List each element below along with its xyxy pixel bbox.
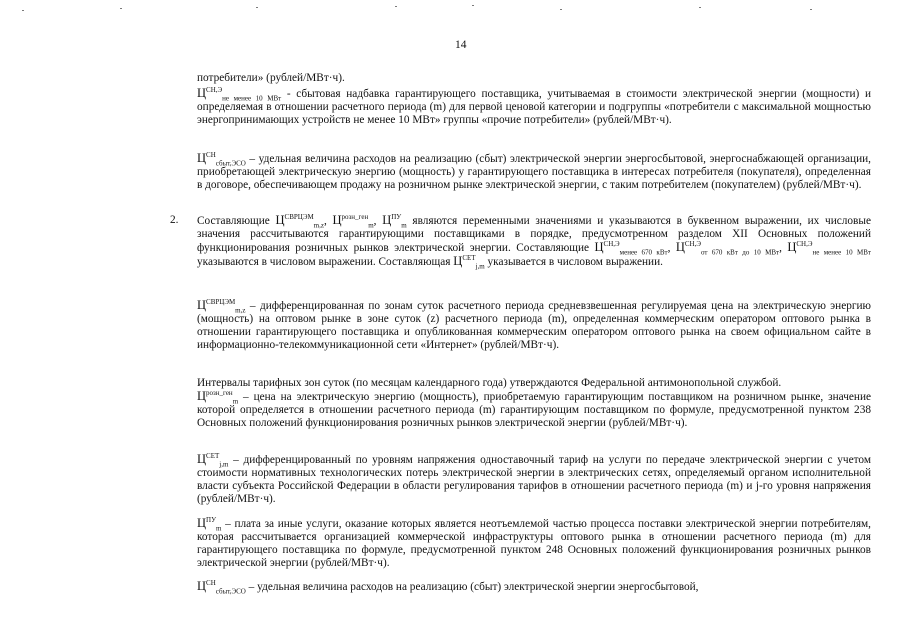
scan-speck <box>810 9 812 10</box>
definition-text: - сбытовая надбавка гарантирующего поставщика, учитываемая в стоимости электрической энергии (мощности) и определяемая в отношении расчетного периода (m) для первой ценовой категории и подгруппы «потребители с максимальной мощностью энергопринимающих устройств не менее 10 МВт» группы «прочие потребители» (рублей/МВт·ч). <box>197 88 871 126</box>
definition-network-tariff: $Ц^{СЕТ}_{j,m}$ – дифференцированный по уровням напряжения одноставочный тариф на услуги по передаче электрической энергии с учетом стоимости нормативных технологических потерь электрической энергии в электрических сетях, определяемый органом исполнительной власти субъекта Российской Федерации в области регулирования тарифов в отношении расчетного периода (m) и j-го уровня напряжения (рублей/МВт·ч). <box>197 452 871 505</box>
page-number: 14 <box>455 39 467 51</box>
definition-text: – дифференцированная по зонам суток расчетного периода средневзвешенная регулируемая цена на электрическую энергию (мощность) на оптовом рынке в зоне суток (z) расчетного периода (m), определенная коммерческим оператором оптового рынка в отношении гарантирующего поставщика и опубликованная коммерческим оператором оптового рынка на своем официальном сайте в информационно-телекоммуникационной сети «Интернет» (рублей/МВт·ч). <box>197 300 871 351</box>
definition-text: – цена на электрическую энергию (мощность), приобретаемую гарантирующим поставщиком на розничном рынке, значение которой определяется в отношении расчетного периода (m) гарантирующим поставщиком по формуле, предусмотренной пунктом 238 Основных положений функционирования розничных рынков электрической энергии (рублей/МВт·ч). <box>197 391 871 429</box>
scan-speck <box>22 10 24 11</box>
formula-symbol: Ц <box>197 86 207 100</box>
definition-text: – дифференцированный по уровням напряжения одноставочный тариф на услуги по передаче электрической энергии с учетом стоимости нормативных технологических потерь электрической энергии в электрических сетях, определяемый органом исполнительной власти субъекта Российской Федерации в области регулирования тарифов в отношении расчетного периода (m) и j-го уровня напряжения (рублей/МВт·ч). <box>197 454 871 505</box>
paragraph-consumers-end: потребители» (рублей/МВт·ч). <box>197 72 345 84</box>
definition-eso-sales-cost: $Ц^{СН}_{сбыт,ЭСО}$ – удельная величина расходов на реализацию (сбыт) электрической энергии энергосбытовой, энергоснабжающей организации, приобретающей электрическую энергию (мощность) у гарантирующего поставщика в интересах потребителя (покупателя), определенная в договоре, обеспечивающем продажу на розничном рынке электрической энергии, с таким потребителем (покупателем) (рублей/МВт·ч). <box>197 151 871 191</box>
definition-eso-sales-cost-repeat: $Ц^{СН}_{сбыт,ЭСО}$ – удельная величина расходов на реализацию (сбыт) электрической энергии энергосбытовой, <box>197 579 699 596</box>
paragraph-components: Составляющие $Ц^{СВРЦЭМ}_{m,z}$, $Ц^{розн\_ген}_m$, $Ц^{ПУ}_m$ являются переменными значениями и указываются в буквенном выражении, их числовые значения рассчитываются гарантирующими поставщиками в порядке, предусмотренном разделом XII Основных положений функционирования розничных рынков электрической энергии. Составляющие $Ц^{СН,Э}_{менее 670 кВт}$, $Ц^{СН,Э}_{от 670 кВт до 10 МВт}$, $Ц^{СН,Э}_{не менее 10 МВт}$ указываются в числовом выражении. Составляющая $Ц^{СЕТ}_{j,m}$ указывается в числовом выражении. <box>197 213 871 270</box>
scan-speck <box>699 7 701 8</box>
definition-sales-markup-10mw: $Ц^{СН,Э}_{не менее 10 МВт}$ - сбытовая надбавка гарантирующего поставщика, учитываемая в стоимости электрической энергии (мощности) и определяемая в отношении расчетного периода (m) для первой ценовой категории и подгруппы «потребители с максимальной мощностью энергопринимающих устройств не менее 10 МВт» группы «прочие потребители» (рублей/МВт·ч). <box>197 86 871 126</box>
formula-symbol: Ц <box>197 516 207 530</box>
definition-wholesale-price: $Ц^{СВРЦЭМ}_{m,z}$ – дифференцированная по зонам суток расчетного периода средневзвешенная регулируемая цена на электрическую энергию (мощность) на оптовом рынке в зоне суток (z) расчетного периода (m), определенная коммерческим оператором оптового рынка в отношении гарантирующего поставщика и опубликованная коммерческим оператором оптового рынка на своем официальном сайте в информационно-телекоммуникационной сети «Интернет» (рублей/МВт·ч). <box>197 298 871 351</box>
paragraph-tariff-zones: Интервалы тарифных зон суток (по месяцам календарного года) утверждаются Федеральной антимонопольной службой. <box>197 377 782 389</box>
scan-speck <box>395 6 397 7</box>
formula-symbol: Ц <box>197 298 207 312</box>
formula-symbol: Ц <box>197 151 207 165</box>
definition-retail-generation-price: $Ц^{розн\_ген}_m$ – цена на электрическую энергию (мощность), приобретаемую гарантирующим поставщиком на розничном рынке, значение которой определяется в отношении расчетного периода (m) гарантирующим поставщиком по формуле, предусмотренной пунктом 238 Основных положений функционирования розничных рынков электрической энергии (рублей/МВт·ч). <box>197 389 871 429</box>
scan-speck <box>560 9 562 10</box>
scan-speck <box>256 7 258 8</box>
list-item-number: 2. <box>170 214 179 226</box>
definition-other-services-fee: $Ц^{ПУ}_m$ – плата за иные услуги, оказание которых является неотъемлемой частью процесса поставки электрической энергии потребителям, которая рассчитывается организацией коммерческой инфраструктуры оптового рынка в отношении расчетного периода (m) для гарантирующего поставщика по формуле, предусмотренной пунктом 248 Основных положений функционирования розничных рынков электрической энергии (рублей/МВт·ч). <box>197 516 871 569</box>
definition-text: – плата за иные услуги, оказание которых является неотъемлемой частью процесса поставки электрической энергии потребителям, которая рассчитывается организацией коммерческой инфраструктуры оптового рынка в отношении расчетного периода (m) для гарантирующего поставщика по формуле, предусмотренной пунктом 248 Основных положений функционирования розничных рынков электрической энергии (рублей/МВт·ч). <box>197 518 871 569</box>
formula-symbol: Ц <box>197 389 207 403</box>
scan-speck <box>472 5 474 6</box>
scan-speck <box>120 8 122 9</box>
formula-symbol: Ц <box>197 579 207 593</box>
definition-text: – удельная величина расходов на реализацию (сбыт) электрической энергии энергосбытовой, <box>245 581 699 593</box>
formula-symbol: Ц <box>197 452 207 466</box>
definition-text: – удельная величина расходов на реализацию (сбыт) электрической энергии энергосбытовой, энергоснабжающей организации, приобретающей электрическую энергию (мощность) у гарантирующего поставщика в интересах потребителя (покупателя), определенная в договоре, обеспечивающем продажу на розничном рынке электрической энергии, с таким потребителем (покупателем) (рублей/МВт·ч). <box>197 153 871 191</box>
